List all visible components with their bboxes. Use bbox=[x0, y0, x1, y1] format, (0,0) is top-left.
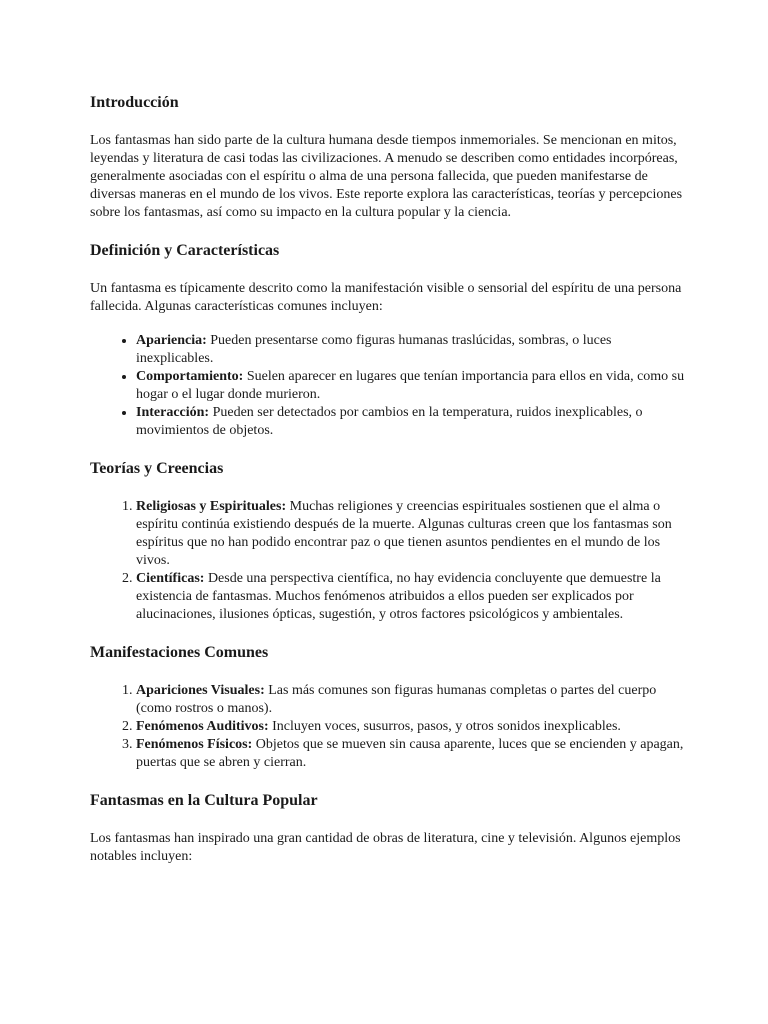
list-item bbox=[136, 736, 690, 772]
list-item bbox=[136, 498, 690, 570]
list-item bbox=[136, 718, 690, 736]
list-item-term: Religiosas y Espirituales: bbox=[136, 499, 287, 514]
list-item-text: Muchas religiones y creencias espirituales sostienen que el alma o espíritu continúa existiendo después de la muerte. Algunas culturas creen que los fantasmas son espíritus que no han podido encontrar paz o que tienen asuntos pendientes en el mundo de los vivos. bbox=[136, 499, 672, 568]
list-item-term: Apariencia: bbox=[136, 333, 207, 348]
list-item-text: Desde una perspectiva científica, no hay evidencia concluyente que demuestre la existencia de fantasmas. Muchos fenómenos atribuidos a ellos pueden ser explicados por alucinaciones, ilusiones ópticas, sugestión, y otros factores psicológicos y ambientales. bbox=[136, 571, 661, 622]
section-heading-manifestaciones: Manifestaciones Comunes bbox=[90, 644, 269, 661]
list-item bbox=[136, 332, 690, 368]
caracteristicas-list bbox=[90, 332, 690, 440]
list-item bbox=[136, 404, 690, 440]
list-item-text: Suelen aparecer en lugares que tenían importancia para ellos en vida, como su hogar o el lugar donde murieron. bbox=[136, 369, 685, 402]
list-item-term: Comportamiento: bbox=[136, 369, 244, 384]
list-item-text: Las más comunes son figuras humanas completas o partes del cuerpo (como rostros o manos). bbox=[136, 683, 657, 716]
section-heading-cultura-popular: Fantasmas en la Cultura Popular bbox=[90, 792, 318, 809]
section-heading-introduccion: Introducción bbox=[90, 94, 179, 111]
list-item-text: Pueden presentarse como figuras humanas traslúcidas, sombras, o luces inexplicables. bbox=[136, 333, 612, 366]
list-item-text: Pueden ser detectados por cambios en la temperatura, ruidos inexplicables, o movimientos de objetos. bbox=[136, 405, 643, 438]
section-heading-definicion: Definición y Características bbox=[90, 242, 280, 259]
definicion-paragraph: Un fantasma es típicamente descrito como la manifestación visible o sensorial del espíritu de una persona fallecida. Algunas características comunes incluyen: bbox=[90, 281, 682, 314]
list-item-text: Objetos que se mueven sin causa aparente, luces que se encienden y apagan, puertas que se abren y cierran. bbox=[136, 737, 684, 770]
list-item-term: Fenómenos Auditivos: bbox=[136, 719, 269, 734]
teorias-list bbox=[90, 498, 690, 624]
cultura-popular-paragraph: Los fantasmas han inspirado una gran cantidad de obras de literatura, cine y televisión. Algunos ejemplos notables incluyen: bbox=[90, 831, 681, 864]
list-item-term: Fenómenos Físicos: bbox=[136, 737, 253, 752]
list-item-term: Interacción: bbox=[136, 405, 210, 420]
list-item bbox=[136, 570, 690, 624]
document-page bbox=[90, 90, 690, 866]
introduccion-paragraph: Los fantasmas han sido parte de la cultura humana desde tiempos inmemoriales. Se mencionan en mitos, leyendas y literatura de casi todas las civilizaciones. A menudo se describen como entidades incorpóreas, generalmente asociadas con el espíritu o alma de una persona fallecida, que pueden manifestarse de diversas maneras en el mundo de los vivos. Este reporte explora las características, teorías y percepciones sobre los fantasmas, así como su impacto en la cultura popular y la ciencia. bbox=[90, 133, 683, 220]
list-item-term: Apariciones Visuales: bbox=[136, 683, 265, 698]
list-item-text: Incluyen voces, susurros, pasos, y otros sonidos inexplicables. bbox=[268, 719, 621, 734]
list-item bbox=[136, 682, 690, 718]
list-item-term: Científicas: bbox=[136, 571, 205, 586]
list-item bbox=[136, 368, 690, 404]
section-heading-teorias: Teorías y Creencias bbox=[90, 460, 224, 477]
manifestaciones-list bbox=[90, 682, 690, 772]
